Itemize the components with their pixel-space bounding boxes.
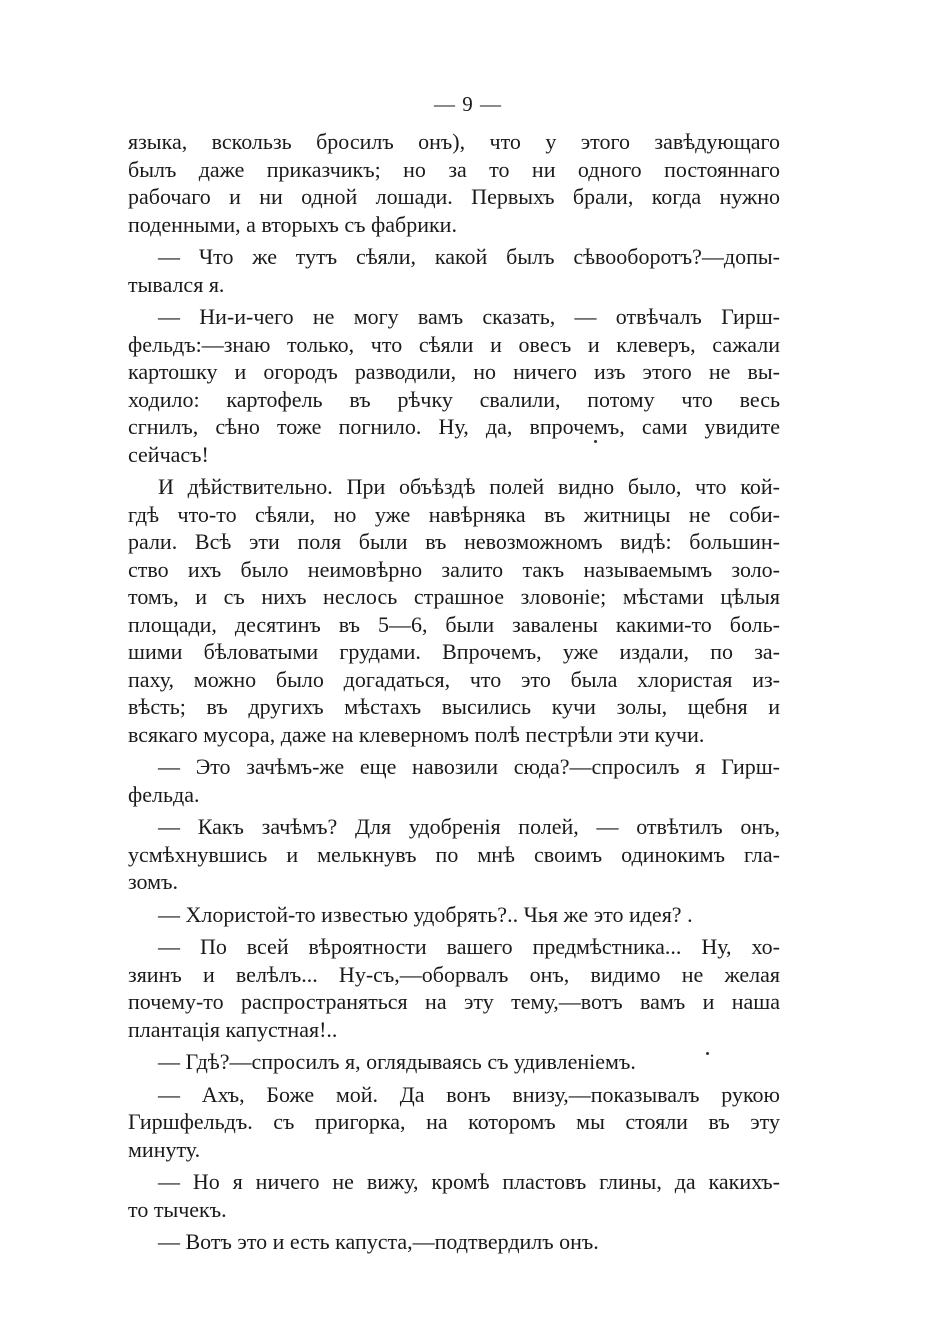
text-line: вѣсть; въ другихъ мѣстахъ высились кучи золы, щебня и (128, 694, 780, 719)
text-line: — Ни-и-чего не могу вамъ сказать, — отвѣчалъ Гирш- (158, 304, 780, 329)
text-line: — Ахъ, Боже мой. Да вонъ внизу,—показывалъ рукою (158, 1081, 780, 1107)
text-line: всякаго мусора, даже на клеверномъ полѣ пестрѣли эти кучи. (128, 721, 705, 747)
text-line: усмѣхнувшись и мелькнувъ по мнѣ своимъ одинокимъ гла- (128, 841, 780, 867)
text-line: — Что же тутъ сѣяли, какой былъ сѣвооборотъ?—допы- (158, 244, 780, 269)
paragraph (128, 1168, 780, 1223)
text-line: то тычекъ. (128, 1196, 227, 1222)
text-line: былъ даже приказчикъ; но за то ни одного постояннаго (128, 156, 780, 182)
text-line: шими бѣловатыми грудами. Впрочемъ, уже издали, по за- (128, 639, 780, 664)
text-line: минуту. (128, 1136, 201, 1162)
text-line: — Какъ зачѣмъ? Для удобренія полей, — отвѣтилъ онъ, (158, 814, 780, 839)
text-line: зомъ. (128, 869, 178, 894)
text-line: поденными, а вторыхъ съ фабрики. (128, 211, 457, 237)
paragraph (128, 1228, 780, 1256)
text-line: языка, вскользь бросилъ онъ), что у этого завѣдующаго (128, 129, 780, 154)
text-line: почему-то распространяться на эту тему,—вотъ вамъ и наша (128, 989, 780, 1014)
text-line: Гиршфельдъ. съ пригорка, на которомъ мы стояли въ эту (128, 1109, 780, 1134)
text-line: И дѣйствительно. При объѣздѣ полей видно было, что кой- (158, 474, 780, 499)
text-line: — Но я ничего не вижу, кромѣ пластовъ глины, да какихъ- (158, 1169, 780, 1194)
text-line: площади, десятинъ въ 5—6, были завалены какими-то боль- (128, 611, 780, 637)
text-line: — Это зачѣмъ-же еще навозили сюда?—спросилъ я Гирш- (158, 754, 780, 779)
paragraph (128, 473, 780, 748)
text-line: рабочаго и ни одной лошади. Первыхъ брали, когда нужно (128, 184, 780, 209)
paragraph (128, 128, 780, 238)
print-speck (594, 440, 597, 443)
paragraph (128, 813, 780, 896)
paragraph (128, 1048, 780, 1076)
text-line: — Вотъ это и есть капуста,—подтвердилъ онъ. (158, 1229, 599, 1254)
text-line: рали. Всѣ эти поля были въ невозможномъ видѣ: большин- (128, 529, 780, 554)
body-text (128, 128, 780, 1261)
text-line: гдѣ что-то сѣяли, но уже навѣрняка въ житницы не соби- (128, 501, 780, 527)
text-line: ство ихъ было неимовѣрно залито такъ называемымъ золо- (128, 556, 780, 582)
page-number: — 9 — (434, 92, 502, 116)
paragraph (128, 1081, 780, 1164)
text-line: — Хлористой-то известью удобрять?.. Чья же это идея? . (158, 901, 693, 927)
text-line: фельдъ:—знаю только, что сѣяли и овесъ и клеверъ, сажали (128, 331, 780, 357)
paragraph (128, 243, 780, 298)
paragraph (128, 901, 780, 929)
text-line: плантація капустная!.. (128, 1016, 338, 1042)
text-line: зяинъ и велѣлъ... Ну-съ,—оборвалъ онъ, видимо не желая (128, 961, 780, 987)
text-line: — По всей вѣроятности вашего предмѣстника... Ну, хо- (158, 934, 780, 959)
text-line: картошку и огородъ разводили, но ничего изъ этого не вы- (128, 359, 780, 384)
paragraph (128, 933, 780, 1043)
text-line: томъ, и съ нихъ неслось страшное зловоніе; мѣстами цѣлыя (128, 584, 780, 609)
text-line: сейчасъ! (128, 441, 209, 467)
text-line: — Гдѣ?—спросилъ я, оглядываясь съ удивленіемъ. (158, 1049, 636, 1074)
text-line: паху, можно было догадаться, что это была хлористая из- (128, 666, 780, 692)
paragraph (128, 303, 780, 468)
print-speck (706, 1052, 709, 1055)
text-line: тывался я. (128, 271, 225, 297)
text-line: ходило: картофель въ рѣчку свалили, потому что весь (128, 386, 780, 412)
text-line: фельда. (128, 781, 200, 807)
text-line: сгнилъ, сѣно тоже погнило. Ну, да, впрочемъ, сами увидите (128, 414, 780, 439)
paragraph (128, 753, 780, 808)
